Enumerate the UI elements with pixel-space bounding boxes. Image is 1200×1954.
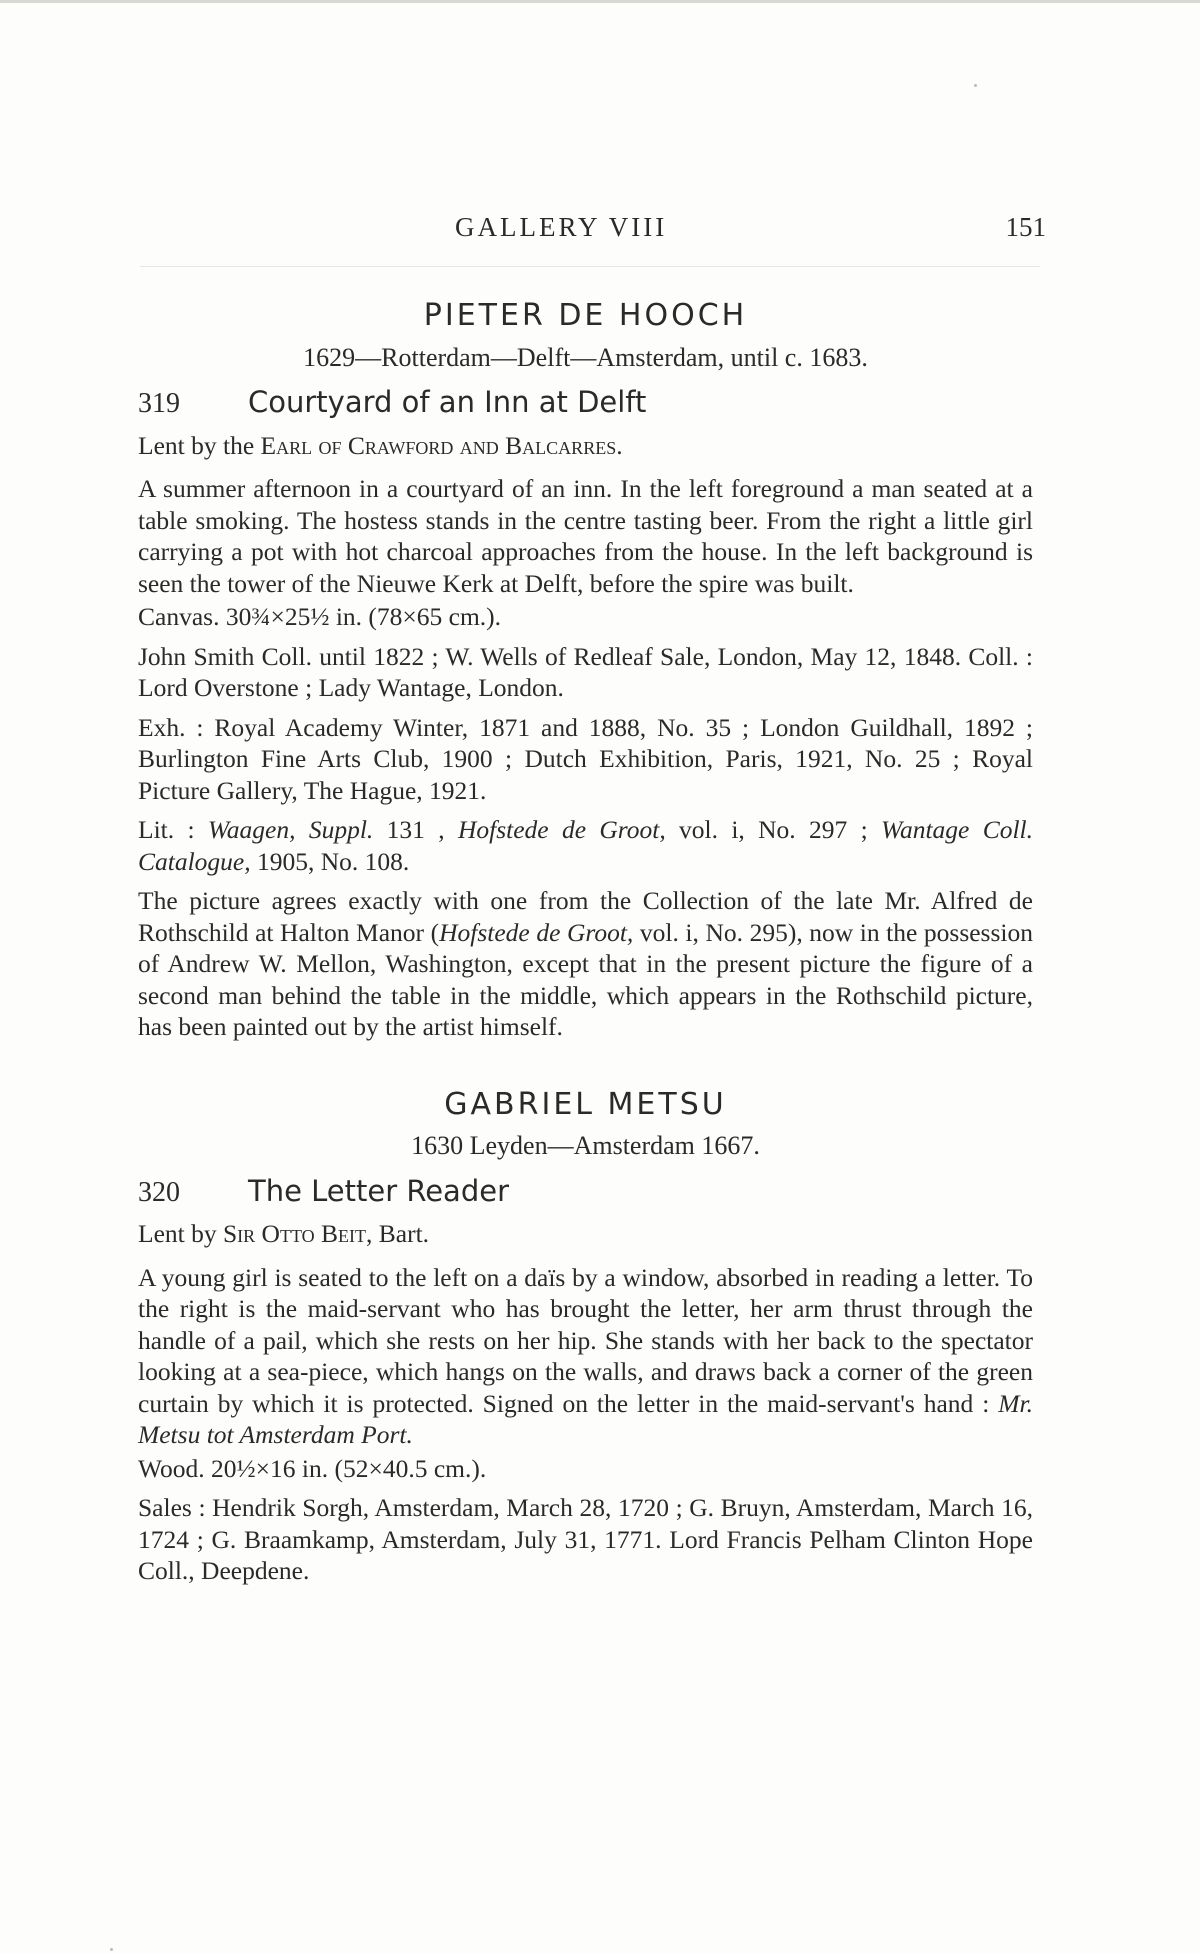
scan-edge [0, 0, 1200, 3]
lender-prefix: Lent by [138, 1219, 223, 1248]
catalogue-number: 319 [138, 388, 180, 419]
note-text: The picture agrees exactly with one from the Collection of the late Mr. Alfred de Rothschild at Halton Manor ( [138, 886, 1033, 947]
artist-name: PIETER DE HOOCH [423, 298, 748, 333]
literature-ref-detail: 131 , [373, 815, 458, 844]
lender-suffix: . [616, 430, 623, 460]
header-rule [140, 266, 1040, 267]
page-number: 151 [1005, 212, 1046, 242]
exhibitions: Exh. : Royal Academy Winter, 1871 and 1888, No. 35 ; London Guildhall, 1892 ; Burlington Fine Arts Club, 1900 ; Dutch Exhibition, Paris, 1921, No. 25 ; Royal Picture Gallery, The Hague, 1921. [138, 712, 1033, 805]
work-title: The Letter Reader [248, 1173, 509, 1208]
artist-dates: 1629—Rotterdam—Delft—Amsterdam, until c. 1683. [303, 342, 868, 372]
lender-name: Earl of Crawford and Balcarres [260, 430, 617, 460]
work-description: A summer afternoon in a courtyard of an inn. In the left foreground a man seated at a table smoking. The hostess stands in the centre tasting beer. From the right a little girl carrying a pot with hot charcoal approaches from the house. In the left background is seen the tower of the Nieuwe Kerk at Delft, before the spire was built. [138, 474, 1033, 598]
literature-label: Lit. : [138, 815, 208, 844]
artist-name: GABRIEL METSU [444, 1086, 727, 1122]
sales-history: Sales : Hendrik Sorgh, Amsterdam, March 28, 1720 ; G. Bruyn, Amsterdam, March 16, 1724 ; G. Braamkamp, Amsterdam, July 31, 1771. Lord Francis Pelham Clinton Hope Coll., Deepdene. [138, 1493, 1033, 1585]
medium-dimensions: Canvas. 30¾×25½ in. (78×65 cm.). [138, 602, 502, 631]
signature-inscription: Mr. Metsu tot Amsterdam Port. [138, 1388, 1033, 1449]
literature [138, 814, 1033, 877]
literature-ref-detail: 1905, No. 108. [250, 846, 410, 876]
lender-suffix: , Bart. [366, 1219, 430, 1248]
running-title: GALLERY VIII [455, 212, 668, 242]
work-title: Courtyard of an Inn at Delft [248, 385, 647, 419]
literature-ref: Waagen, Suppl. [207, 815, 374, 844]
medium-dimensions: Wood. 20½×16 in. (52×40.5 cm.). [138, 1453, 487, 1483]
catalogue-number: 320 [138, 1176, 180, 1208]
provenance: John Smith Coll. until 1822 ; W. Wells of Redleaf Sale, London, May 12, 1848. Coll. : Lord Overstone ; Lady Wantage, London. [138, 641, 1033, 702]
lender-line [138, 430, 1033, 462]
page-body [138, 300, 1033, 1587]
artist-dates: 1630 Leyden—Amsterdam 1667. [411, 1131, 760, 1160]
paper-speck [974, 84, 977, 87]
note-reference: Hofstede de Groot, [439, 917, 634, 947]
comparison-note [138, 885, 1033, 1043]
catalogue-entry-heading [138, 1173, 1033, 1209]
catalogue-entry-heading [138, 387, 1033, 420]
paper-speck [110, 1948, 113, 1951]
note-text: vol. i, No. 295), now in the possession of Andrew W. Mellon, Washington, except that in the present picture the figure of a second man behind the table in the middle, which appears in the Rothschild picture, has been painted out by the artist himself. [138, 917, 1033, 1041]
running-head [140, 212, 1046, 248]
literature-ref: Wantage Coll. Catalogue, [138, 815, 1033, 876]
literature-ref: Hofstede de Groot, [457, 815, 666, 844]
literature-ref-detail: vol. i, No. 297 ; [665, 815, 882, 844]
lender-line [138, 1218, 1033, 1250]
description-text: A young girl is seated to the left on a daïs by a window, absorbed in reading a letter. To the right is the maid-servant who has brought the letter, her arm thrust through the handle of a pail, which she rests on her hip. She stands with her back to the spectator looking at a sea-piece, which hangs on the walls, and draws back a corner of the green curtain by which it is protected. Signed on the letter in the maid-servant's hand : [138, 1262, 1033, 1418]
work-description [138, 1262, 1033, 1451]
lender-name: Sir Otto Beit [222, 1219, 366, 1248]
lender-prefix: Lent by the [138, 430, 261, 460]
